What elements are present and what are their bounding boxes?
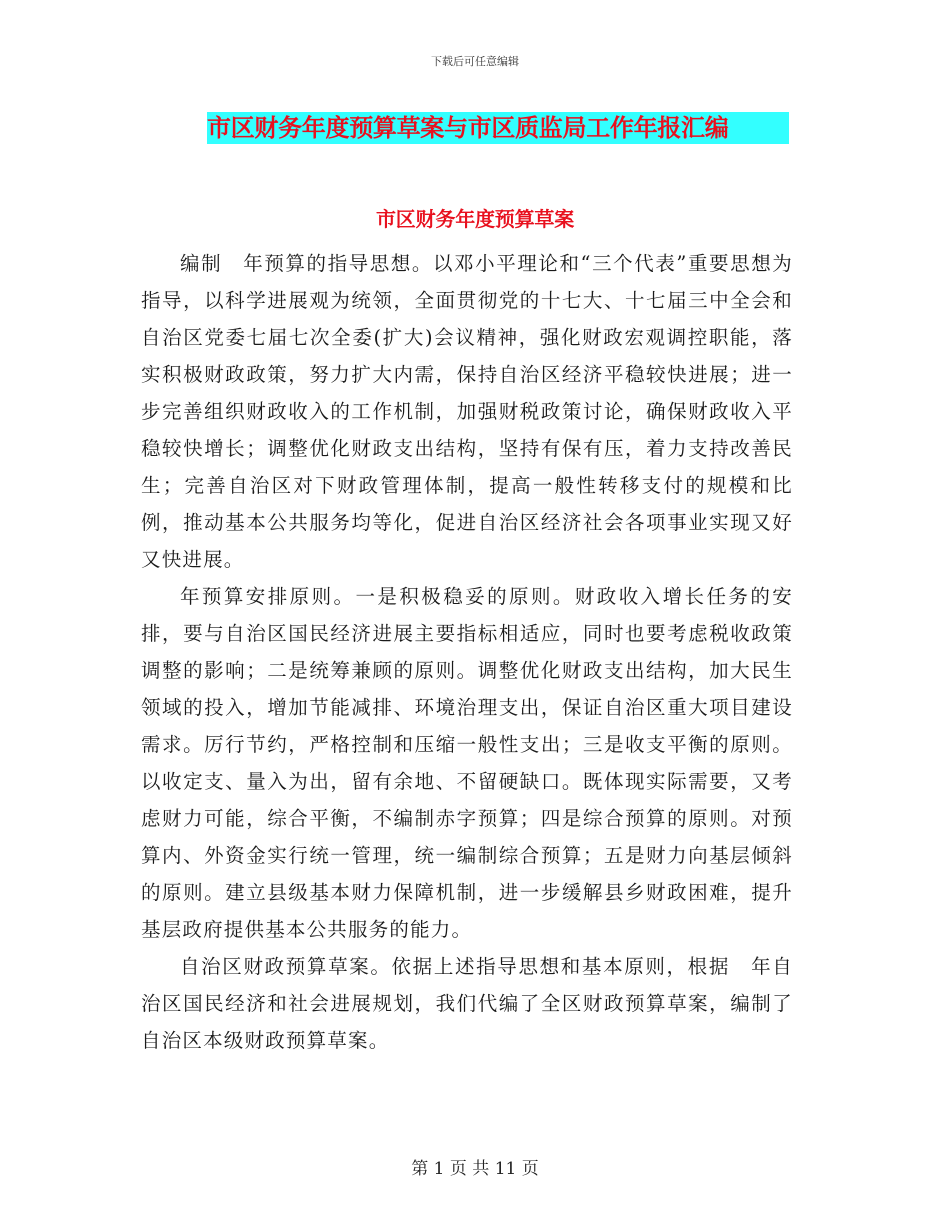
document-body [141,245,793,1059]
page-footer [0,1154,950,1179]
header-note: 下载后可任意编辑 [431,55,519,68]
page-number: 第 1 页 共 11 页 [411,1159,539,1179]
paragraph-guiding-ideology: 编制 年预算的指导思想。以邓小平理论和“三个代表”重要思想为指导，以科学进展观为统领，全面贯彻党的十七大、十七届三中全会和自治区党委七届七次全委(扩大)会议精神，强化财政宏观调控职能，落实积极财政政策，努力扩大内需，保持自治区经济平稳较快进展；进一步完善组织财政收入的工作机制，加强财税政策讨论，确保财政收入平稳较快增长；调整优化财政支出结构，坚持有保有压，着力支持改善民生；完善自治区对下财政管理体制，提高一般性转移支付的规模和比例，推动基本公共服务均等化，促进自治区经济社会各项事业实现又好又快进展。 [141,252,793,571]
section-title: 市区财务年度预算草案 [376,207,574,231]
paragraph-budget-draft: 自治区财政预算草案。依据上述指导思想和基本原则，根据 年自治区国民经济和社会进展规划，我们代编了全区财政预算草案，编制了自治区本级财政预算草案。 [141,955,793,1052]
paragraph-budget-principles: 年预算安排原则。一是积极稳妥的原则。财政收入增长任务的安排，要与自治区国民经济进展主要指标相适应，同时也要考虑税收政策调整的影响；二是统筹兼顾的原则。调整优化财政支出结构，加大民生领域的投入，增加节能减排、环境治理支出，保证自治区重大项目建设需求。厉行节约，严格控制和压缩一般性支出；三是收支平衡的原则。以收定支、量入为出，留有余地、不留硬缺口。既体现实际需要，又考虑财力可能，综合平衡，不编制赤字预算；四是综合预算的原则。对预算内、外资金实行统一管理，统一编制综合预算；五是财力向基层倾斜的原则。建立县级基本财力保障机制，进一步缓解县乡财政困难，提升基层政府提供基本公共服务的能力。 [141,585,793,941]
document-title: 市区财务年度预算草案与市区质监局工作年报汇编 [207,114,729,142]
document-title-highlight [207,112,789,144]
